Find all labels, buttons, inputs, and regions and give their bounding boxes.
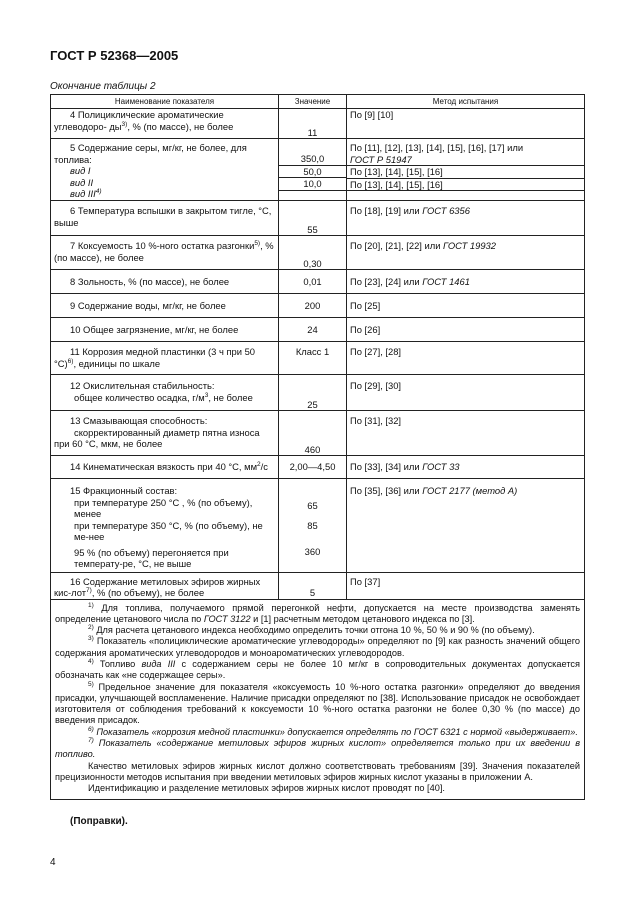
row-value: 24 [279,318,347,342]
footnote-4: $^{4)}$ Топливо вида III с содержанием серы не более 10 мг/кг в сопроводительных документах допускается обозначать как «не содержащее серы». [55,657,580,681]
table-row [51,342,585,375]
row-method: По [26] [347,318,585,342]
row-value: 460 [279,411,347,456]
footnote-3: $^{3)}$ Показатель «полициклические ароматические углеводороды» определяют по [9] как разность значений общего содержания ароматических углеводородов и моноароматических углеводородов. [55,635,580,658]
amendments-label: (Поправки). [70,816,128,827]
notes-paragraph: Идентификацию и разделение метиловых эфиров жирных кислот проводят по [40]. [88,783,445,794]
row-method: По [9] [10] [347,109,585,139]
footnote-7: $^{7)}$ Показатель «содержание метиловых эфиров жирных кислот» определяется только при их введении в топливо. [55,737,580,760]
row-method: По [25] [347,294,585,318]
notes-paragraph: Качество метиловых эфиров жирных кислот должно соответствовать требованиям [39]. Значения показателей прецизионности методов испытания при введении метиловых эфиров жирных кислот указаны в приложении А. [55,760,580,782]
row-method: По [20], [21], [22] или ГОСТ 19932 [347,236,585,270]
row-name: 6 Температура вспышки в закрытом тигле, °С, выше [51,201,279,236]
row-name: 7 Коксуемость 10 %-ного остатка разгонки$^{5)}$, % (по массе), не более [51,236,279,270]
table-row [51,479,585,573]
properties-table [50,94,585,800]
row-value: 25 [279,375,347,411]
footnote-2: $^{2)}$ Для расчета цетанового индекса необходимо определить точки отгона 10 %, 50 % и 90 % (по объему). [88,624,535,636]
table-row [51,236,585,270]
row-name: 13 Смазывающая способность: скорректированный диаметр пятна износа при 60 °С, мкм, не более [51,411,279,456]
row-value: Класс 1 [279,342,347,375]
table-row [51,572,585,599]
row-method: По [37] [347,572,585,599]
table-row [51,375,585,411]
row-value: 2,00—4,50 [279,456,347,479]
document-header: ГОСТ Р 52368—2005 [50,48,179,63]
col-header-value: Значение [279,95,347,109]
row-name: 12 Окислительная стабильность: общее количество осадка, $г/м^3$, не более [51,375,279,411]
page-number: 4 [50,857,56,868]
row-name: 16 Содержание метиловых эфиров жирных кис-лот$^{7)}$, % (по объему), не более [51,572,279,599]
row-name: 14 Кинематическая вязкость при 40 °С, $мм^2/с$ [51,456,279,479]
table-row [51,456,585,479]
row-value: 350,0 50,0 10,0 [279,139,347,201]
table-caption: Окончание таблицы 2 [50,81,156,92]
footnote-6: $^{6)}$ Показатель «коррозия медной пластинки» допускается определять по ГОСТ 6321 с нормой «выдерживает». [88,725,578,737]
row-method: По [35], [36] или ГОСТ 2177 (метод А) [347,479,585,573]
row-method: По [11], [12], [13], [14], [15], [16], [17] или ГОСТ Р 51947 По [13], [14], [15], [16] По [13], [14], [15], [16] [347,139,585,201]
table-row [51,411,585,456]
row-method: По [33], [34] или ГОСТ 33 [347,456,585,479]
row-value: 0,01 [279,270,347,294]
row-name: 4 Полициклические ароматические углеводоро- $ды^{3)}$, % (по массе), не более [51,109,279,139]
row-name: 10 Общее загрязнение, мг/кг, не более [51,318,279,342]
row-method: По [31], [32] [347,411,585,456]
row-value: 5 [279,572,347,599]
row-value: 0,30 [279,236,347,270]
table-row [51,109,585,139]
row-method: По [23], [24] или ГОСТ 1461 [347,270,585,294]
table-row [51,318,585,342]
row-name: 15 Фракционный состав: при температуре 250 °С , % (по объему), менее при температуре 350 °С, % (по объему), не ме-нее 95 % (по объему) перегоняется при температу-ре, °С, не выше [51,479,279,573]
table-row [51,270,585,294]
row-method: По [29], [30] [347,375,585,411]
table-row [51,294,585,318]
table-notes [51,599,585,799]
table-row [51,201,585,236]
row-value: 200 [279,294,347,318]
col-header-method: Метод испытания [347,95,585,109]
row-method: По [18], [19] или ГОСТ 6356 [347,201,585,236]
row-name: 5 Содержание серы, мг/кг, не более, для топлива: вид I вид II вид III$^{4)}$ [51,139,279,201]
col-header-name: Наименование показателя [51,95,279,109]
row-value: 55 [279,201,347,236]
table-row [51,139,585,201]
table-notes-row [51,599,585,799]
row-name: 9 Содержание воды, мг/кг, не более [51,294,279,318]
footnote-1: $^{1)}$ Для топлива, получаемого прямой перегонкой нефти, допускается на месте производства заменять определение цетанового числа по ГОСТ 3122 и [1] расчетным методом цетанового индекса по [3]. [55,601,580,624]
footnote-5: $^{5)}$ Предельное значение для показателя «коксуемость 10 %-ного остатка разгонки» определяют до введения присадки, улучшающей воспламенение. Наличие присадки определяют по [38]. Использование присадок не освобождает изготовителя от соблюдения требований к коксуемости 10 %-ного остатка разгонки не более 0,30 % (по массе) до введения присадок. [55,680,580,726]
row-value: 11 [279,109,347,139]
row-name: 8 Зольность, % (по массе), не более [51,270,279,294]
table-header-row [51,95,585,109]
row-method: По [27], [28] [347,342,585,375]
row-name: 11 Коррозия медной пластинки (3 ч при 50 °С)$^{6)}$, единицы по шкале [51,342,279,375]
row-value: 65 85 360 [279,479,347,573]
